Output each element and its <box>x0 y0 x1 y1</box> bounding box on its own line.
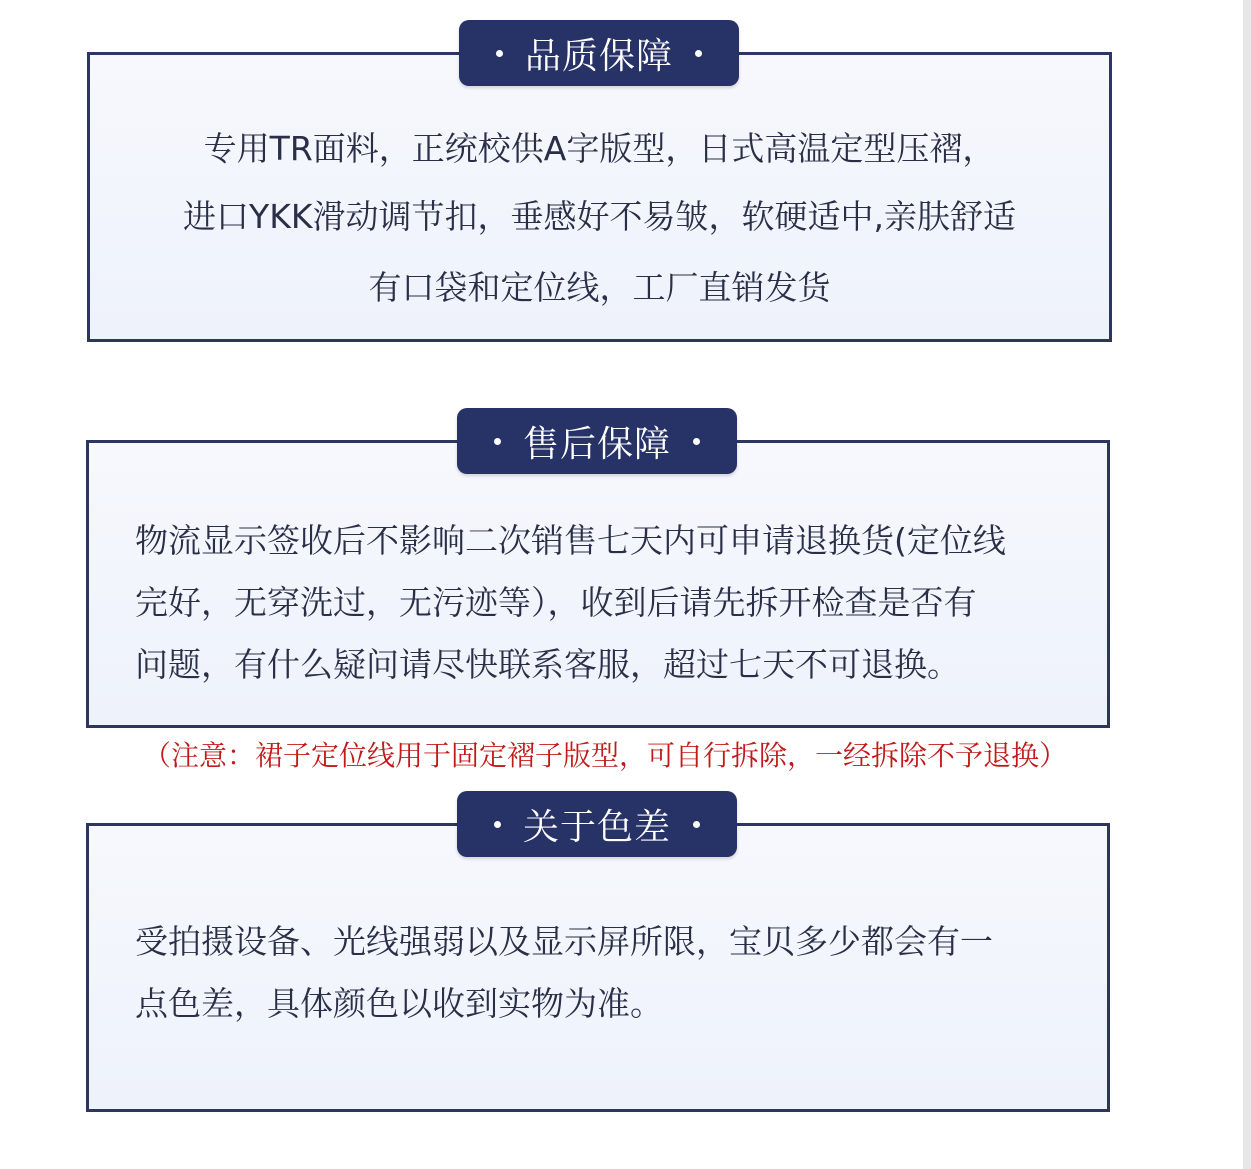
quality-line-2: 进口YKK滑动调节扣，垂感好不易皱，软硬适中,亲肤舒适 <box>183 197 1016 236</box>
after-sales-line-3: 问题，有什么疑问请尽快联系客服，超过七天不可退换。 <box>135 645 960 684</box>
quality-card <box>87 52 1112 342</box>
after-sales-line-1: 物流显示签收后不影响二次销售七天内可申请退换货(定位线 <box>135 521 1006 560</box>
color-diff-title: 关于色差 <box>522 806 671 848</box>
return-note: （注意：裙子定位线用于固定褶子版型，可自行拆除，一经拆除不予退换） <box>142 739 1067 772</box>
quality-badge <box>459 20 739 86</box>
color-diff-line-1: 受拍摄设备、光线强弱以及显示屏所限，宝贝多少都会有一 <box>135 922 993 961</box>
after-sales-card <box>86 440 1110 728</box>
after-sales-title: 售后保障 <box>522 423 671 465</box>
dot-icon <box>693 821 700 828</box>
dot-icon <box>494 438 501 445</box>
quality-line-3: 有口袋和定位线，工厂直销发货 <box>368 268 831 307</box>
color-diff-badge <box>457 791 737 857</box>
dot-icon <box>695 50 702 57</box>
right-edge-strip <box>1243 0 1251 1169</box>
after-sales-badge <box>457 408 737 474</box>
color-diff-line-2: 点色差，具体颜色以收到实物为准。 <box>135 984 663 1023</box>
quality-title: 品质保障 <box>524 35 673 77</box>
color-diff-card <box>86 823 1110 1112</box>
dot-icon <box>494 821 501 828</box>
quality-line-1: 专用TR面料，正统校供A字版型，日式高温定型压褶， <box>203 129 996 168</box>
dot-icon <box>496 50 503 57</box>
dot-icon <box>693 438 700 445</box>
after-sales-line-2: 完好，无穿洗过，无污迹等），收到后请先拆开检查是否有 <box>135 583 977 622</box>
